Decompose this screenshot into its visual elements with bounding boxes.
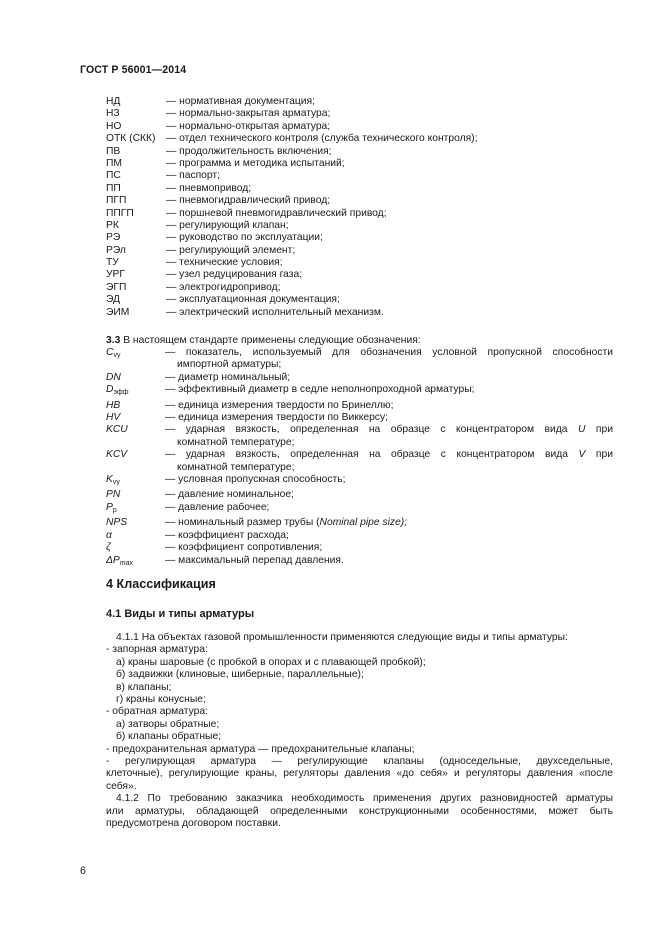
symbol-base: HB — [106, 399, 121, 411]
list-item-shutoff: - запорная арматура: — [106, 644, 208, 656]
symbol-term — [106, 384, 165, 399]
symbol-base: D — [106, 384, 114, 396]
symbol-definition-text: при — [595, 449, 613, 461]
abbreviation-definition: — пневмогидравлический привод; — [166, 195, 331, 207]
symbol-definition-text: — единица измерения твердости по Виккерсу; — [165, 412, 388, 424]
abbreviation-definition: — отдел технического контроля (служба технического контроля); — [166, 133, 478, 145]
abbreviation-term: ТУ — [106, 257, 119, 269]
symbol-definition-line — [165, 384, 613, 396]
symbol-definition-line — [165, 474, 613, 486]
section-3-3-intro — [106, 335, 626, 347]
symbol-base: K — [106, 474, 113, 486]
abbreviation-definition: — регулирующий клапан; — [166, 219, 289, 231]
symbol-definition — [165, 474, 613, 489]
page-number: 6 — [80, 865, 86, 877]
abbreviation-definition: — пневмопривод; — [166, 182, 252, 194]
symbol-term — [106, 424, 165, 449]
abbreviation-row — [106, 121, 626, 133]
symbol-definition — [165, 412, 613, 424]
symbol-subscript: эфф — [113, 389, 129, 397]
abbreviation-row — [106, 170, 626, 182]
paragraph-4-1-1: 4.1.1 На объектах газовой промышленности применяются следующие виды и типы арматуры: — [116, 632, 568, 643]
symbol-definition-text: — единица измерения твердости по Бринеллю; — [165, 399, 394, 411]
abbreviation-row — [106, 257, 626, 269]
abbreviation-term: ПГП — [106, 195, 127, 207]
symbol-definition-text: — коэффициент расхода; — [165, 529, 289, 541]
symbol-subscript: p — [112, 506, 117, 514]
symbol-definition — [165, 542, 613, 554]
symbol-row — [106, 412, 613, 424]
symbol-definition-continuation: комнатной температуре; — [177, 436, 295, 448]
symbol-definition-text: — ударная вязкость, определенная на образце с концентратором вида — [165, 424, 568, 436]
list-item-control-line-2: клеточные), регулирующие краны, регуляторы давления «до себя» и регуляторы давления «после — [106, 768, 613, 780]
abbreviation-row — [106, 158, 626, 170]
symbol-term — [106, 347, 165, 372]
list-subitem-plug-valves: г) краны конусные; — [116, 694, 206, 706]
symbol-row — [106, 555, 613, 570]
symbol-row — [106, 424, 613, 449]
section-3-3-text: В настоящем стандарте применены следующие обозначения: — [120, 335, 421, 346]
symbol-definition-line — [165, 372, 613, 384]
symbol-subscript: max — [119, 559, 134, 567]
symbol-term — [106, 474, 165, 489]
abbreviation-row — [106, 195, 626, 207]
abbreviation-definition: — нормативная документация; — [166, 96, 315, 107]
symbol-term — [106, 449, 165, 474]
symbol-definition — [165, 347, 613, 372]
symbol-definition-line — [165, 424, 613, 436]
abbreviation-term: РК — [106, 219, 119, 231]
abbreviation-definition: — паспорт; — [166, 170, 220, 182]
symbol-definition-line — [165, 489, 613, 501]
symbol-term — [106, 412, 165, 424]
symbol-definition-line — [165, 542, 613, 554]
symbol-definition — [165, 489, 613, 501]
symbol-base: α — [106, 529, 112, 541]
symbol-definition — [165, 502, 613, 517]
symbol-row — [106, 502, 613, 517]
symbol-definition-italic: Nominal pipe size); — [319, 517, 408, 529]
symbol-definition-text: — показатель, используемый для обозначения условной пропускной способности — [165, 347, 613, 358]
symbol-term — [106, 530, 165, 542]
symbol-definition — [165, 384, 613, 399]
symbol-subscript: vy — [112, 479, 120, 487]
symbol-definition-line — [165, 555, 613, 567]
paragraph-4-1-2-line-1: 4.1.2 По требованию заказчика необходимость применения других разновидностей арматуры — [116, 793, 613, 805]
abbreviation-row — [106, 96, 626, 108]
abbreviation-definition: — продолжительность включения; — [166, 145, 332, 157]
symbol-row — [106, 517, 613, 529]
symbol-definition-line — [165, 530, 613, 542]
symbol-base: P — [106, 501, 113, 513]
symbol-definition — [165, 517, 613, 529]
abbreviation-definition: — узел редуцирования газа; — [166, 269, 303, 281]
symbol-definition-text: — условная пропускная способность; — [165, 474, 346, 486]
symbol-definition-line — [165, 502, 613, 514]
symbol-definition-line — [165, 347, 613, 359]
abbreviation-row — [106, 282, 626, 294]
symbol-base: KCU — [106, 424, 128, 436]
abbreviation-definition: — поршневой пневмогидравлический привод; — [166, 207, 387, 219]
abbreviation-row — [106, 232, 626, 244]
list-item-control-line-1: - регулирующая арматура — регулирующие клапаны (односедельные, двухседельные, — [106, 756, 613, 768]
symbol-row — [106, 372, 613, 384]
symbol-base: HV — [106, 412, 121, 424]
symbols-list — [106, 347, 613, 570]
symbol-definition-line — [165, 517, 613, 529]
abbreviation-row — [106, 133, 626, 145]
symbol-term — [106, 489, 165, 501]
section-3-3-number: 3.3 — [106, 335, 121, 346]
abbreviation-row — [106, 183, 626, 195]
abbreviation-definition: — электрический исполнительный механизм. — [166, 306, 384, 318]
symbol-definition-text: — коэффициент сопротивления; — [165, 542, 323, 554]
abbreviation-definition: — эксплуатационная документация; — [166, 294, 340, 306]
abbreviation-term: УРГ — [106, 269, 125, 281]
abbreviation-term: ППГП — [106, 207, 134, 219]
abbreviation-definition: — руководство по эксплуатации; — [166, 232, 323, 244]
abbreviation-definition: — программа и методика испытаний; — [166, 157, 345, 169]
symbol-definition-text: — ударная вязкость, определенная на образце с концентратором вида — [165, 449, 568, 461]
list-subitem-check-valves: б) клапаны обратные; — [116, 731, 222, 743]
symbol-definition-continuation: комнатной температуре; — [177, 461, 295, 473]
abbreviation-row — [106, 307, 626, 319]
symbol-definition — [165, 372, 613, 384]
symbol-definition-text: — максимальный перепад давления. — [165, 554, 344, 566]
abbreviation-row — [106, 294, 626, 306]
list-subitem-check-gates: а) затворы обратные; — [116, 718, 220, 730]
symbol-definition — [165, 555, 613, 570]
abbreviation-term: ПВ — [106, 145, 121, 157]
abbreviation-definition: — регулирующий элемент; — [166, 244, 296, 256]
symbol-base: C — [106, 347, 114, 358]
symbol-definition-text: — номинальный размер трубы ( — [165, 517, 320, 529]
abbreviation-term: НД — [106, 96, 121, 107]
abbreviation-row — [106, 220, 626, 232]
abbreviation-term: ЭИМ — [106, 306, 130, 318]
paragraph-4-1-2-line-3: предусмотрена договором поставки. — [106, 818, 281, 830]
symbol-definition-line — [165, 400, 613, 412]
abbreviation-row — [106, 208, 626, 220]
symbol-definition — [165, 530, 613, 542]
symbol-definition-text: при — [595, 424, 613, 436]
symbol-base: ΔP — [106, 554, 120, 566]
abbreviation-definition: — электрогидропривод; — [166, 281, 281, 293]
abbreviation-term: ЭГП — [106, 281, 127, 293]
symbol-term — [106, 542, 165, 554]
list-subitem-gate-valves: б) задвижки (клиновые, шиберные, параллельные); — [116, 669, 364, 681]
abbreviation-term: НЗ — [106, 108, 120, 120]
symbol-definition-line — [165, 412, 613, 424]
symbol-term — [106, 502, 165, 517]
symbol-term — [106, 517, 165, 529]
symbol-definition — [165, 449, 613, 474]
list-subitem-ball-valves: а) краны шаровые (с пробкой в опорах и с плавающей пробкой); — [116, 656, 426, 668]
list-item-control-line-3: себя». — [106, 780, 137, 792]
abbreviations-list — [106, 96, 626, 319]
abbreviation-term: ПП — [106, 182, 121, 194]
symbol-definition-italic: V — [578, 449, 586, 461]
abbreviation-definition: — технические условия; — [166, 257, 283, 269]
symbol-base: ζ — [106, 542, 111, 554]
abbreviation-term: ОТК (СКК) — [106, 133, 156, 145]
symbol-row — [106, 384, 613, 399]
abbreviation-definition: — нормально-закрытая арматура; — [166, 108, 331, 120]
list-item-check: - обратная арматура: — [106, 706, 208, 718]
abbreviation-term: ПМ — [106, 157, 122, 169]
abbreviation-term: ПС — [106, 170, 121, 182]
symbol-row — [106, 474, 613, 489]
abbreviation-row — [106, 108, 626, 120]
symbol-base: KCV — [106, 449, 128, 461]
symbol-base: DN — [106, 371, 121, 383]
symbol-term — [106, 555, 165, 570]
document-header-code: ГОСТ Р 56001—2014 — [80, 64, 187, 76]
symbol-row — [106, 449, 613, 474]
section-4-1-heading: 4.1 Виды и типы арматуры — [106, 608, 255, 620]
symbol-row — [106, 489, 613, 501]
symbol-term — [106, 400, 165, 412]
symbol-definition-text: — давление рабочее; — [165, 501, 270, 513]
paragraph-4-1-2-line-2: или арматуры, обладающей определенными конструкционными особенностями, может быть — [106, 805, 613, 817]
symbol-definition — [165, 424, 613, 449]
symbol-definition-line — [165, 449, 613, 461]
symbol-definition-text: — диаметр номинальный; — [165, 371, 291, 383]
abbreviation-row — [106, 245, 626, 257]
symbol-base: PN — [106, 489, 121, 501]
abbreviation-row — [106, 269, 626, 281]
section-4-heading: 4 Классификация — [106, 577, 216, 591]
symbol-definition-text: — эффективный диаметр в седле неполнопроходной арматуры; — [165, 384, 475, 396]
symbol-definition — [165, 400, 613, 412]
symbol-definition-continuation: импортной арматуры; — [177, 359, 282, 371]
abbreviation-term: ЭД — [106, 294, 121, 306]
abbreviation-term: НО — [106, 120, 122, 132]
list-item-safety: - предохранительная арматура — предохранительные клапаны; — [106, 743, 415, 755]
symbol-base: NPS — [106, 517, 128, 529]
symbol-definition-text: — давление номинальное; — [165, 489, 294, 501]
symbol-row — [106, 542, 613, 554]
symbol-definition-italic: U — [578, 424, 586, 436]
symbol-row — [106, 347, 613, 372]
abbreviation-row — [106, 146, 626, 158]
abbreviation-term: РЭл — [106, 244, 126, 256]
abbreviation-term: РЭ — [106, 232, 121, 244]
symbol-term — [106, 372, 165, 384]
abbreviation-definition: — нормально-открытая арматура; — [166, 120, 331, 132]
symbol-row — [106, 530, 613, 542]
section-4-1-body — [106, 632, 613, 831]
symbol-subscript: vy — [113, 352, 121, 359]
list-subitem-globe-valves: в) клапаны; — [116, 681, 172, 693]
symbol-row — [106, 400, 613, 412]
